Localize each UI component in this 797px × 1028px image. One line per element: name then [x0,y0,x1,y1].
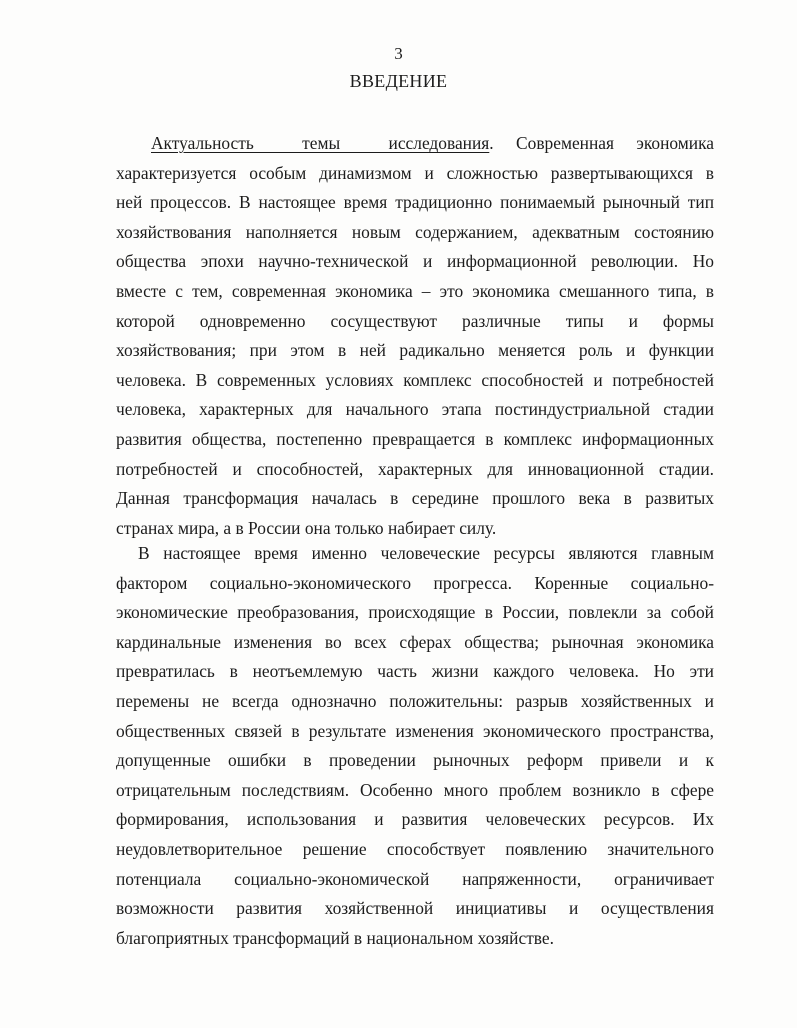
lead-punctuation: . [489,133,494,153]
topic-relevance-label: Актуальность темы исследования [151,133,490,153]
text-line: Данная трансформация началась в середине прошлого века в развитых [116,488,714,509]
text-line: которой одновременно сосуществуют различные типы и формы [116,310,714,331]
text-line: странах мира, а в России она только набирает силу. [116,517,497,538]
text-line: неудовлетворительное решение способствует появлению значительного [116,838,714,859]
text-line: допущенные ошибки в проведении рыночных реформ привели и к [116,750,714,771]
text-line: формирования, использования и развития человеческих ресурсов. Их [116,809,714,830]
paragraph-human-resources [116,539,714,953]
text-line: превратилась в неотъемлемую часть жизни каждого человека. Но эти [116,661,714,682]
text-line: хозяйствования наполняется новым содержанием, адекватным состоянию [116,221,714,242]
text-line: перемены не всегда однозначно положительны: разрыв хозяйственных и [116,690,714,711]
text-line-fragment: Современная экономика [516,133,714,153]
text-line: фактором социально-экономического прогресса. Коренные социально- [116,572,714,593]
text-line: общественных связей в результате изменения экономического пространства, [116,720,714,741]
text-line: потенциала социально-экономической напряженности, ограничивает [116,868,714,889]
text-line: благоприятных трансформаций в национальном хозяйстве. [116,927,554,948]
paragraph-relevance [116,129,714,543]
text-line: потребностей и способностей, характерных для инновационной стадии. [116,458,714,479]
text-line: отрицательным последствиям. Особенно много проблем возникло в сфере [116,779,714,800]
text-line: характеризуется особым динамизмом и сложностью развертывающихся в [116,162,714,183]
text-line: вместе с тем, современная экономика – это экономика смешанного типа, в [116,280,714,301]
text-line: В настоящее время именно человеческие ресурсы являются главным [138,543,714,563]
text-line: развития общества, постепенно превращается в комплекс информационных [116,428,714,449]
chapter-title: ВВЕДЕНИЕ [349,71,448,91]
text-line [116,129,714,159]
text-line: экономические преобразования, происходящие в России, повлекли за собой [116,602,714,623]
text-line: человека. В современных условиях комплекс способностей и потребностей [116,369,714,390]
text-line: ней процессов. В настоящее время традиционно понимаемый рыночный тип [116,192,714,213]
text-line: общества эпохи научно-технической и информационной революции. Но [116,251,714,272]
page-number: 3 [394,44,403,63]
text-line: человека, характерных для начального этапа постиндустриальной стадии [116,399,714,420]
text-line: возможности развития хозяйственной инициативы и осуществления [116,898,714,919]
text-line: кардинальные изменения во всех сферах общества; рыночная экономика [116,631,714,652]
text-line: хозяйствования; при этом в ней радикально меняется роль и функции [116,340,714,361]
